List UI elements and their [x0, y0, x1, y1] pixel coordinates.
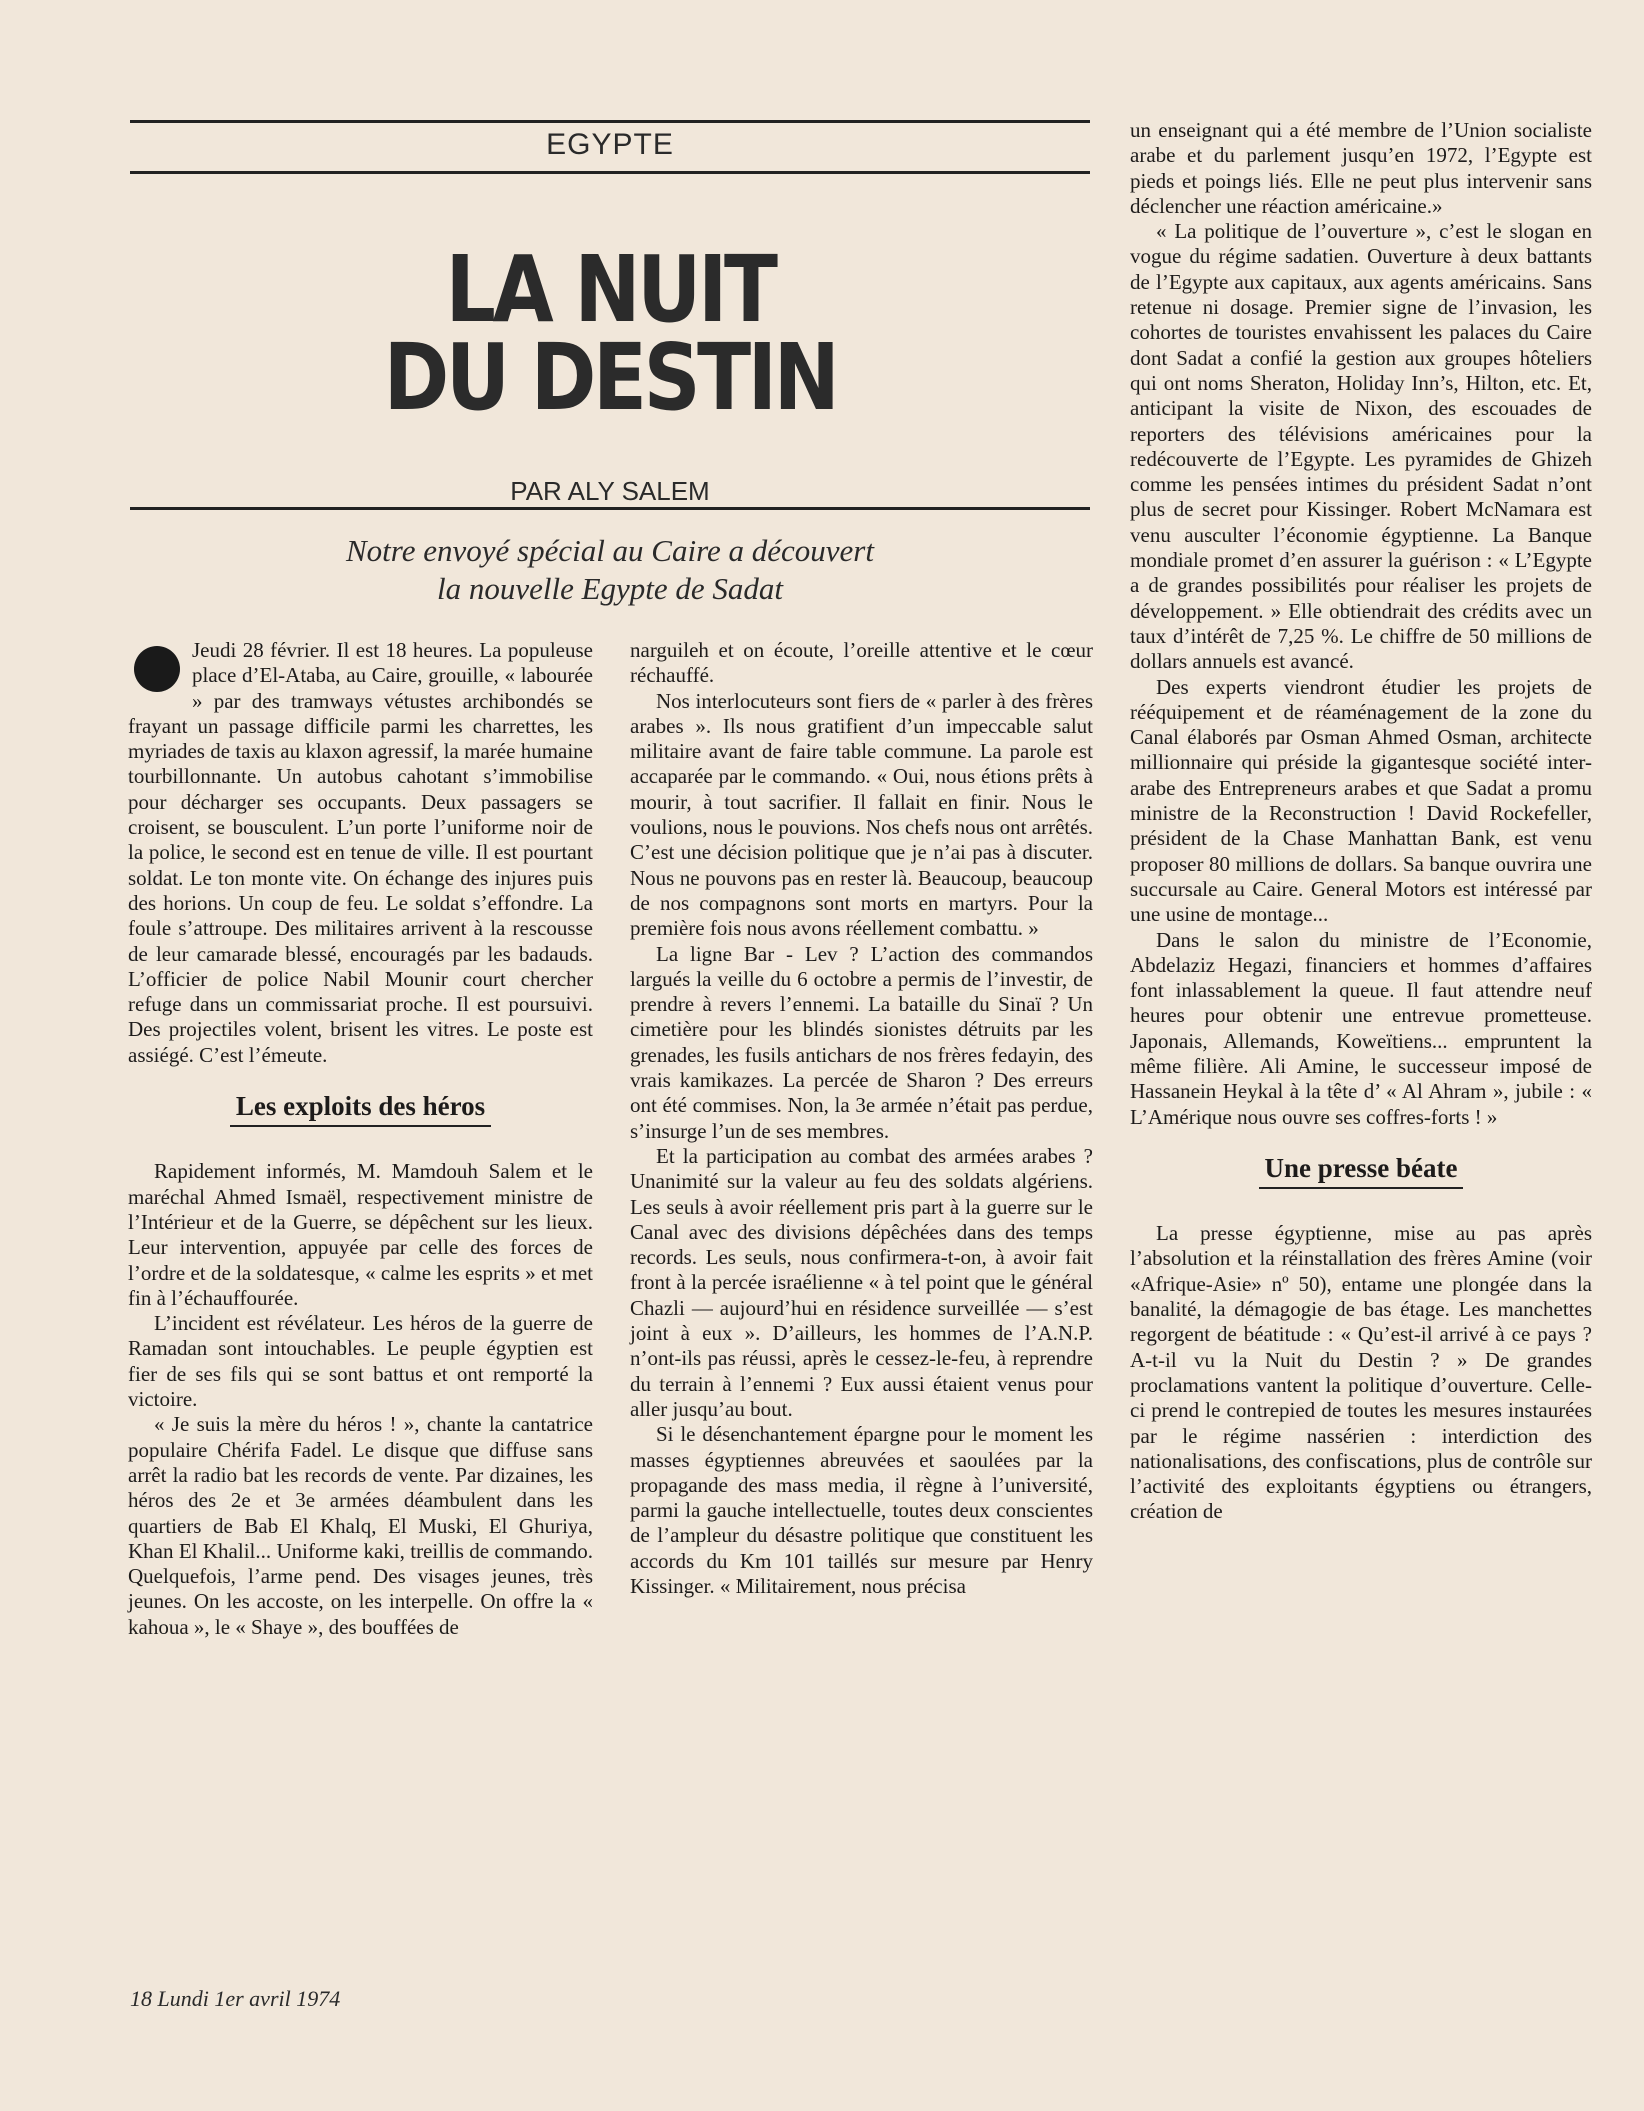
paragraph: Jeudi 28 février. Il est 18 heures. La populeuse place d’El-Ataba, au Caire, grouille, « labourée » par des tramways vétustes archibondés se frayant un passage difficile parmi les charrettes, les myriades de taxis au klaxon agressif, la marée humaine tourbillonnante. Un autobus cahotant s’immobilise pour décharger ses occupants. Deux passagers se croisent, se bousculent. L’un porte l’uniforme noir de la police, le second est en tenue de ville. Il est pourtant soldat. Le ton monte vite. On échange des injures puis des horions. Un coup de feu. Le soldat s’effondre. La foule s’attroupe. Des militaires arrivent à la rescousse de leur camarade blessé, encouragés par les badauds. L’officier de police Nabil Mounir court chercher refuge dans un commissariat proche. Il est poursuivi. Des projectiles volent, brisent les vitres. Le poste est assiégé. C’est l’émeute. [128, 638, 593, 1067]
column-1 [128, 638, 593, 1640]
byline-rule [130, 507, 1090, 510]
headline-line-1: LA NUIT [445, 236, 775, 343]
subhead-2: Une presse béate [1259, 1156, 1464, 1189]
paragraph: Des experts viendront étudier les projets de rééquipement et de réaménagement de la zone du Canal élaborés par Osman Ahmed Osman, architecte millionnaire qui préside la gigantesque société inter-arabe des Entrepreneurs arabes et que Sadat a promu ministre de la Reconstruction ! David Rockefeller, président de la Chase Manhattan Bank, est venu proposer 80 millions de dollars. Sa banque ouvrira une succursale au Caire. General Motors est intéressé par une usine de montage... [1130, 674, 1592, 927]
paragraph: « La politique de l’ouverture », c’est le slogan en vogue du régime sadatien. Ouverture à deux battants de l’Egypte aux capitaux, aux agents américains. Sans retenue ni dosage. Premier signe de l’invasion, les cohortes de touristes envahissent les palaces du Caire dont Sadat a confié la gestion aux groupes hôteliers qui ont noms Sheraton, Holiday Inn’s, Hilton, etc. Et, anticipant la visite de Nixon, des escouades de reporters des télévisions américaines pour la redécouverte de l’Egypte. Les pyramides de Ghizeh comme les pensées intimes du président Sadat n’ont plus de secret pour Kissinger. Robert McNamara est venu ausculter l’économie égyptienne. La Banque mondiale promet d’en assurer la guérison : « L’Egypte a de grandes possibilités pour réaliser les projets de développement. » Elle obtiendrait des crédits avec un taux d’intérêt de 7,25 %. Le chiffre de 50 millions de dollars annuels est avancé. [1130, 219, 1592, 674]
paragraph: La ligne Bar - Lev ? L’action des commandos largués la veille du 6 octobre a permis de l’investir, de prendre à revers l’ennemi. La bataille du Sinaï ? Un cimetière pour les blindés sionistes détruits par les grenades, les fusils antichars de nos frères fedayin, des vrais kamikazes. La percée de Sharon ? Des erreurs ont été commises. Non, la 3e armée n’était pas perdue, s’insurge l’un de ses membres. [630, 941, 1093, 1143]
paragraph: Dans le salon du ministre de l’Economie, Abdelaziz Hegazi, financiers et hommes d’affaires font inlassablement la queue. Il faut attendre neuf heures pour obtenir une entrevue prometteuse. Japonais, Allemands, Koweïtiens... empruntent la même filière. Ali Amine, le successeur imposé de Hassanein Heykal à la tête d’ « Al Ahram », jubile : « L’Amérique nous ouvre ses coffres-forts ! » [1130, 927, 1592, 1129]
paragraph: narguileh et on écoute, l’oreille attentive et le cœur réchauffé. [630, 638, 1093, 688]
subhead-1-wrap [128, 1091, 593, 1127]
headline [197, 236, 1023, 431]
subhead-1: Les exploits des héros [230, 1094, 491, 1127]
paragraph: un enseignant qui a été membre de l’Union socialiste arabe et du parlement jusqu’en 1972, l’Egypte est pieds et poings liés. Elle ne peut plus intervenir sans déclencher une réaction américaine.» [1130, 118, 1592, 218]
top-rule [130, 120, 1090, 123]
paragraph: L’incident est révélateur. Les héros de la guerre de Ramadan sont intouchables. Le peuple égyptien est fier de ses fils qui se sont battus et ont remporté la victoire. [128, 1311, 593, 1412]
paragraph: Si le désenchantement épargne pour le moment les masses égyptiennes abreuvées et saoulées par la propagande des mass media, il règne à l’université, parmi la gauche intellectuelle, toutes deux conscientes de l’ampleur du désastre politique que constituent les accords du Km 101 taillés sur mesure par Henry Kissinger. « Militairement, nous précisa [630, 1422, 1093, 1598]
deck-line-2: la nouvelle Egypte de Sadat [436, 571, 784, 606]
column-2 [630, 638, 1093, 1599]
paragraph: « Je suis la mère du héros ! », chante la cantatrice populaire Chérifa Fadel. Le disque que diffuse sans arrêt la radio bat les records de vente. Par dizaines, les héros des 2e et 3e armées déambulent dans les quartiers de Bab El Khalq, El Muski, El Ghuriya, Khan El Khalil... Uniforme kaki, treillis de commando. Quelquefois, l’arme pend. Des visages jeunes, très jeunes. On les accoste, on les interpelle. On offre la « kahoua », le « Shaye », des bouffées de [128, 1412, 593, 1639]
paragraph: Et la participation au combat des armées arabes ? Unanimité sur la valeur au feu des soldats algériens. Les seuls à avoir réellement pris part à la guerre sur le Canal avec des divisions dépêchées dans des temps records. Les seuls, nous confirmera-t-on, à avoir fait front à la percée israélienne « à tel point que le général Chazli — aujourd’hui en résidence surveillée — s’est joint à eux ». D’ailleurs, les hommes de l’A.N.P. n’ont-ils pas réussi, après le cessez-le-feu, à reprendre du terrain à l’ennemi ? Eux aussi étaient venus pour aller jusqu’au bout. [630, 1143, 1093, 1421]
paragraph: Rapidement informés, M. Mamdouh Salem et le maréchal Ahmed Ismaël, respectivement ministre de l’Intérieur et de la Guerre, se dépêchent sur les lieux. Leur intervention, appuyée par celle des forces de l’ordre et de la soldatesque, « calme les esprits » et met fin à l’échauffourée. [128, 1159, 593, 1310]
headline-line-2: DU DESTIN [383, 324, 837, 431]
paragraph: Nos interlocuteurs sont fiers de « parler à des frères arabes ». Ils nous gratifient d’un impeccable salut militaire avant de faire table commune. La parole est accaparée par le commando. « Oui, nous étions prêts à mourir, à tout sacrifier. Il fallait en finir. Nous le voulions, nous le pouvions. Nos chefs nous ont arrêtés. C’est une décision politique que je n’ai pas à discuter. Nous ne pouvons pas en rester là. Beaucoup, beaucoup de nos compagnons sont morts en martyrs. Pour la première fois nous avons réellement combattu. » [630, 688, 1093, 941]
drop-bullet-icon [134, 646, 180, 692]
subhead-2-wrap [1130, 1152, 1592, 1189]
section-label: EGYPTE [546, 128, 674, 161]
column-3 [1130, 118, 1592, 1525]
page-footer: 18 Lundi 1er avril 1974 [130, 1986, 341, 2011]
deck [130, 532, 1090, 608]
section-rule [130, 171, 1090, 174]
deck-line-1: Notre envoyé spécial au Caire a découvert [346, 533, 874, 568]
byline: PAR ALY SALEM [510, 476, 710, 506]
paragraph: La presse égyptienne, mise au pas après l’absolution et la réinstallation des frères Amine (voir «Afrique-Asie» nº 50), entame une plongée dans la banalité, la démagogie de bas étage. Les manchettes regorgent de béatitude : « Qu’est-il arrivé à ce pays ? A-t-il vu la Nuit du Destin ? » De grandes proclamations vantent la politique d’ouverture. Celle-ci prend le contrepied de toutes les mesures instaurées par le régime nassérien : interdiction des nationalisations, des confiscations, plus de contrôle sur l’activité des exploitants égyptiens ou étrangers, création de [1130, 1221, 1592, 1524]
